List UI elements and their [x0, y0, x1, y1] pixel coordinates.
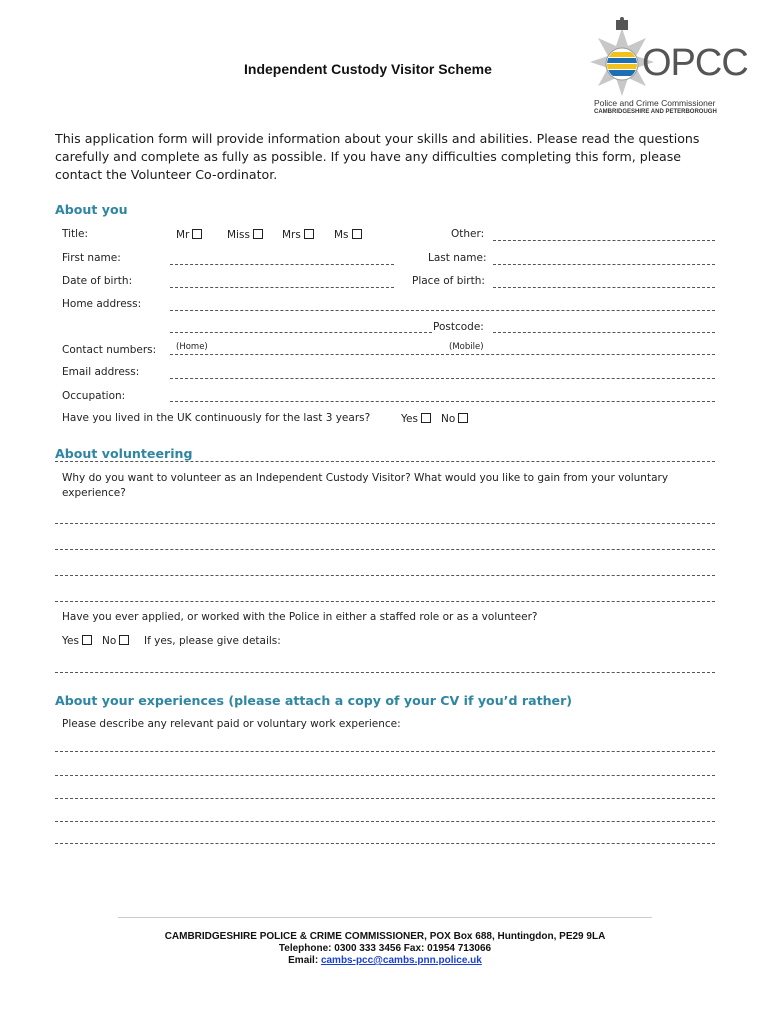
footer-divider — [118, 917, 652, 918]
checkbox-icon[interactable] — [119, 635, 129, 645]
page-title: Independent Custody Visitor Scheme — [244, 61, 492, 77]
experience-question: Please describe any relevant paid or voluntary work experience: — [62, 718, 401, 730]
last-name-label: Last name: — [428, 252, 487, 264]
logo-subtitle: Police and Crime Commissioner — [594, 98, 716, 108]
logo-text: OPCC — [642, 42, 748, 84]
experience-line[interactable] — [55, 751, 715, 752]
address-label: Home address: — [62, 298, 142, 310]
home-phone-label: (Home) — [176, 342, 208, 352]
footer-email-label: Email: — [288, 955, 321, 966]
experience-line[interactable] — [55, 775, 715, 776]
postcode-label: Postcode: — [433, 321, 484, 333]
checkbox-icon[interactable] — [82, 635, 92, 645]
logo-region: CAMBRIDGESHIRE AND PETERBOROUGH — [594, 109, 717, 115]
dob-label: Date of birth: — [62, 275, 133, 287]
answer-line[interactable] — [55, 549, 715, 550]
postcode-field[interactable] — [493, 332, 715, 333]
about-experiences-heading: About your experiences (please attach a copy of your CV if you’d rather) — [55, 693, 573, 708]
title-mrs[interactable]: Mrs — [282, 229, 314, 241]
other-label: Other: — [451, 228, 485, 240]
uk-no[interactable]: No — [441, 413, 468, 425]
checkbox-icon[interactable] — [192, 229, 202, 239]
title-mr[interactable]: Mr — [176, 229, 202, 241]
experience-line[interactable] — [55, 798, 715, 799]
checkbox-icon[interactable] — [253, 229, 263, 239]
other-field[interactable] — [493, 240, 715, 241]
occupation-label: Occupation: — [62, 390, 126, 402]
uk-yes[interactable]: Yes — [401, 413, 431, 425]
volunteer-question: Why do you want to volunteer as an Independent Custody Visitor? What would you like to gain from your voluntary experience? — [62, 472, 669, 499]
contact-label: Contact numbers: — [62, 344, 157, 356]
intro-text: This application form will provide information about your skills and abilities. Please read the questions carefully and complete as fully as possible. If you have any difficulties completing this form, please contact the Volunteer Co-ordinator. — [55, 131, 700, 182]
footer-phone: Telephone: 0300 333 3456 Fax: 01954 713066 — [278, 943, 492, 954]
answer-line[interactable] — [55, 575, 715, 576]
answer-line[interactable] — [55, 601, 715, 602]
pob-label: Place of birth: — [412, 275, 485, 287]
checkbox-icon[interactable] — [421, 413, 431, 423]
email-label: Email address: — [62, 366, 140, 378]
details-label: If yes, please give details: — [144, 635, 281, 647]
checkbox-icon[interactable] — [352, 229, 362, 239]
uk-question: Have you lived in the UK continuously for the last 3 years? — [62, 412, 371, 424]
police-question: Have you ever applied, or worked with the Police in either a staffed role or as a volunteer? — [62, 611, 538, 623]
answer-line[interactable] — [55, 523, 715, 524]
checkbox-icon[interactable] — [458, 413, 468, 423]
section-divider — [55, 461, 715, 462]
title-miss[interactable]: Miss — [227, 229, 263, 241]
dob-field[interactable] — [170, 287, 394, 288]
about-you-heading: About you — [55, 202, 128, 217]
title-ms[interactable]: Ms — [334, 229, 362, 241]
mobile-phone-label: (Mobile) — [449, 342, 484, 352]
occupation-field[interactable] — [170, 401, 715, 402]
checkbox-icon[interactable] — [304, 229, 314, 239]
pob-field[interactable] — [493, 287, 715, 288]
police-no[interactable]: No — [102, 635, 129, 647]
details-line[interactable] — [55, 672, 715, 673]
first-name-label: First name: — [62, 252, 121, 264]
address-field-2[interactable] — [170, 332, 432, 333]
footer-email-row — [0, 955, 770, 967]
opcc-logo — [586, 16, 748, 120]
last-name-field[interactable] — [493, 264, 715, 265]
email-field[interactable] — [170, 378, 715, 379]
first-name-field[interactable] — [170, 264, 394, 265]
experience-line[interactable] — [55, 821, 715, 822]
address-field-1[interactable] — [170, 310, 715, 311]
footer-address: CAMBRIDGESHIRE POLICE & CRIME COMMISSIONER, POX Box 688, Huntingdon, PE29 9LA — [164, 931, 606, 942]
title-label: Title: — [62, 228, 89, 240]
about-volunteering-heading: About volunteering — [55, 446, 193, 461]
contact-field[interactable] — [170, 354, 715, 355]
police-yes[interactable]: Yes — [62, 635, 92, 647]
experience-line[interactable] — [55, 843, 715, 844]
footer-email-link[interactable]: cambs-pcc@cambs.pnn.police.uk — [320, 955, 482, 966]
